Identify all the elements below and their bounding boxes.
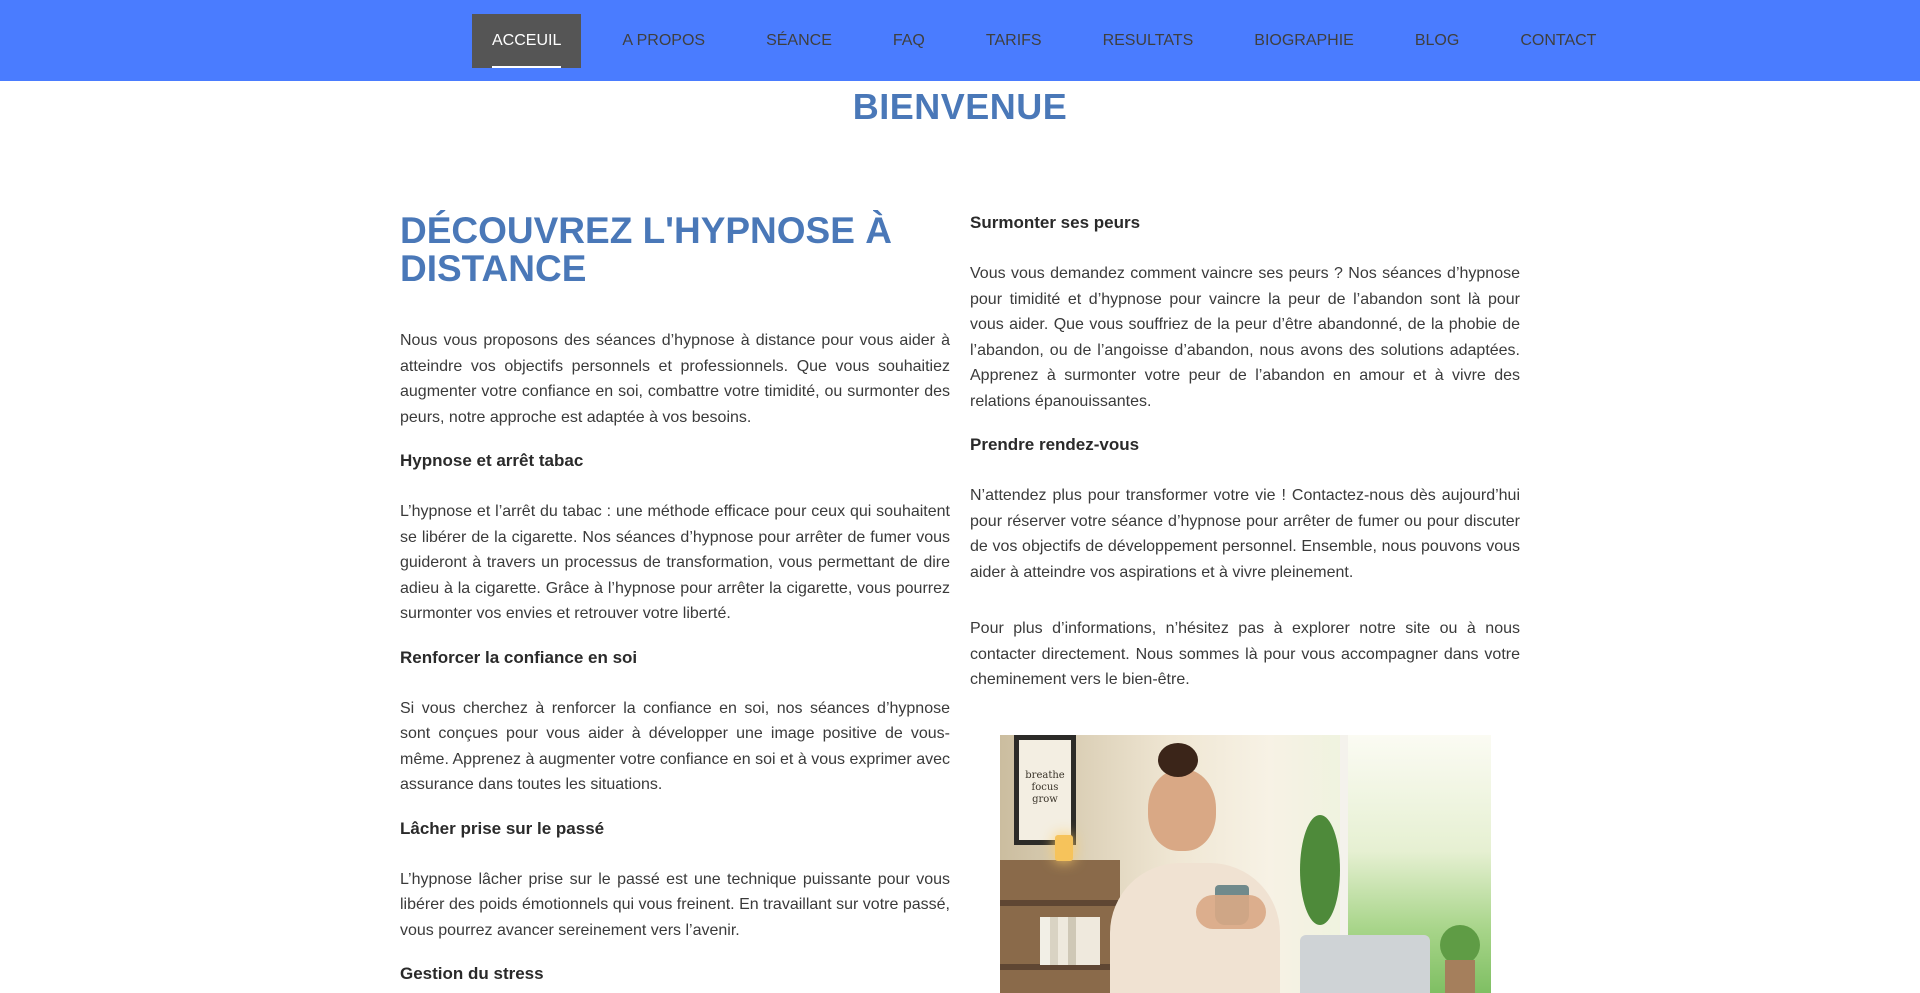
books [1040, 917, 1100, 965]
nav-item-label: SÉANCE [766, 32, 832, 49]
laptop [1300, 935, 1430, 993]
left-column [400, 212, 950, 985]
section-heading-tabac: Hypnose et arrêt tabac [400, 451, 584, 470]
plant [1300, 815, 1340, 925]
intro-paragraph: Nous vous proposons des séances d’hypnose à distance pour vous aider à atteindre vos objectifs personnels et professionnels. Que vous souhaitiez augmenter votre confiance en soi, combattre votre timidité, ou surmonter des peurs, notre approche est adaptée à vos besoins. [400, 332, 950, 426]
section-heading-stress: Gestion du stress [400, 964, 544, 983]
section-text-confiance: Si vous cherchez à renforcer la confiance en soi, nos séances d’hypnose sont conçues pour vous aider à développer une image positive de vous-même. Apprenez à augmenter votre confiance en soi et à vous exprimer avec assurance dans toutes les situations. [400, 699, 950, 793]
nav-item-resultats[interactable] [1083, 14, 1214, 68]
nav-item-contact[interactable] [1500, 14, 1616, 68]
closing-paragraph: Pour plus d’informations, n’hésitez pas à explorer notre site ou à nous contacter directement. Nous sommes là pour vous accompagner dans votre cheminement vers le bien-être. [970, 620, 1520, 688]
wall-frame [1014, 735, 1076, 845]
plant-pot [1445, 960, 1475, 993]
welcome-heading: BIENVENUE [852, 86, 1068, 127]
nav-item-label: A PROPOS [622, 32, 706, 49]
frame-line: grow [1032, 794, 1058, 805]
bookshelf [1000, 860, 1120, 993]
nav-item-label: TARIFS [985, 32, 1042, 49]
section-heading-rendez-vous: Prendre rendez-vous [970, 435, 1140, 454]
frame-line: breathe [1025, 770, 1065, 781]
section-text-peurs: Vous vous demandez comment vaincre ses peurs ? Nos séances d’hypnose pour timidité et d’hypnose pour vaincre la peur de l’abandon sont là pour vous aider. Que vous souffriez de la peur d’être abandonné, de la phobie de l’abandon, ou de l’angoisse d’abandon, nous avons des solutions adaptées. Apprenez à surmonter votre peur de l’abandon en amour et à vivre des relations épanouissantes. [970, 265, 1520, 410]
header-bar [0, 0, 1920, 81]
right-column [970, 212, 1520, 693]
active-underline [492, 66, 561, 68]
nav-item-a-propos[interactable] [602, 14, 725, 68]
section-text-tabac: L’hypnose et l’arrêt du tabac : une méthode efficace pour ceux qui souhaitent se libérer de la cigarette. Nos séances d’hypnose pour arrêter de fumer vous guideront à travers un processus de transformation, vous permettant de dire adieu à la cigarette. Grâce à l’hypnose pour arrêter la cigarette, vous pourrez surmonter vos envies et retrouver votre liberté. [400, 503, 950, 622]
nav-item-label: ACCEUIL [492, 32, 562, 49]
section-heading-peurs: Surmonter ses peurs [970, 213, 1141, 232]
nav-item-label: BLOG [1414, 32, 1460, 49]
section-text-rendez-vous: N’attendez plus pour transformer votre vie ! Contactez-nous dès aujourd’hui pour réserver votre séance d’hypnose pour arrêter de fumer ou pour discuter de vos objectifs de développement personnel. Ensemble, nous pouvons vous aider à atteindre vos aspirations et à vivre pleinement. [970, 487, 1520, 581]
nav-item-label: RESULTATS [1102, 32, 1194, 49]
nav-item-tarifs[interactable] [966, 14, 1062, 68]
frame-print [1019, 740, 1071, 840]
frame-line: focus [1031, 782, 1059, 793]
hands [1196, 895, 1266, 929]
main-nav [472, 14, 1637, 68]
nav-item-seance[interactable] [746, 14, 852, 68]
nav-item-label: CONTACT [1520, 32, 1597, 49]
hero-photo [1000, 735, 1491, 993]
nav-item-blog[interactable] [1395, 14, 1479, 68]
section-heading-lacher-prise: Lâcher prise sur le passé [400, 818, 605, 838]
person-hair [1158, 743, 1198, 777]
nav-item-label: BIOGRAPHIE [1254, 32, 1354, 49]
person-head [1148, 769, 1216, 851]
section-heading-confiance: Renforcer la confiance en soi [400, 647, 638, 667]
shelf-board [1000, 900, 1120, 906]
section-text-lacher-prise: L’hypnose lâcher prise sur le passé est une technique puissante pour vous libérer des poids émotionnels qui vous freinent. En travaillant sur votre passé, vous pourrez avancer sereinement vers l’avenir. [400, 870, 950, 939]
page-title: DÉCOUVREZ L'HYPNOSE À DISTANCE [400, 210, 892, 289]
nav-item-biographie[interactable] [1234, 14, 1374, 68]
nav-item-label: FAQ [892, 32, 925, 49]
plant [1440, 925, 1480, 965]
nav-item-acceuil[interactable] [472, 14, 581, 68]
nav-item-faq[interactable] [873, 14, 945, 68]
candle [1055, 835, 1073, 861]
